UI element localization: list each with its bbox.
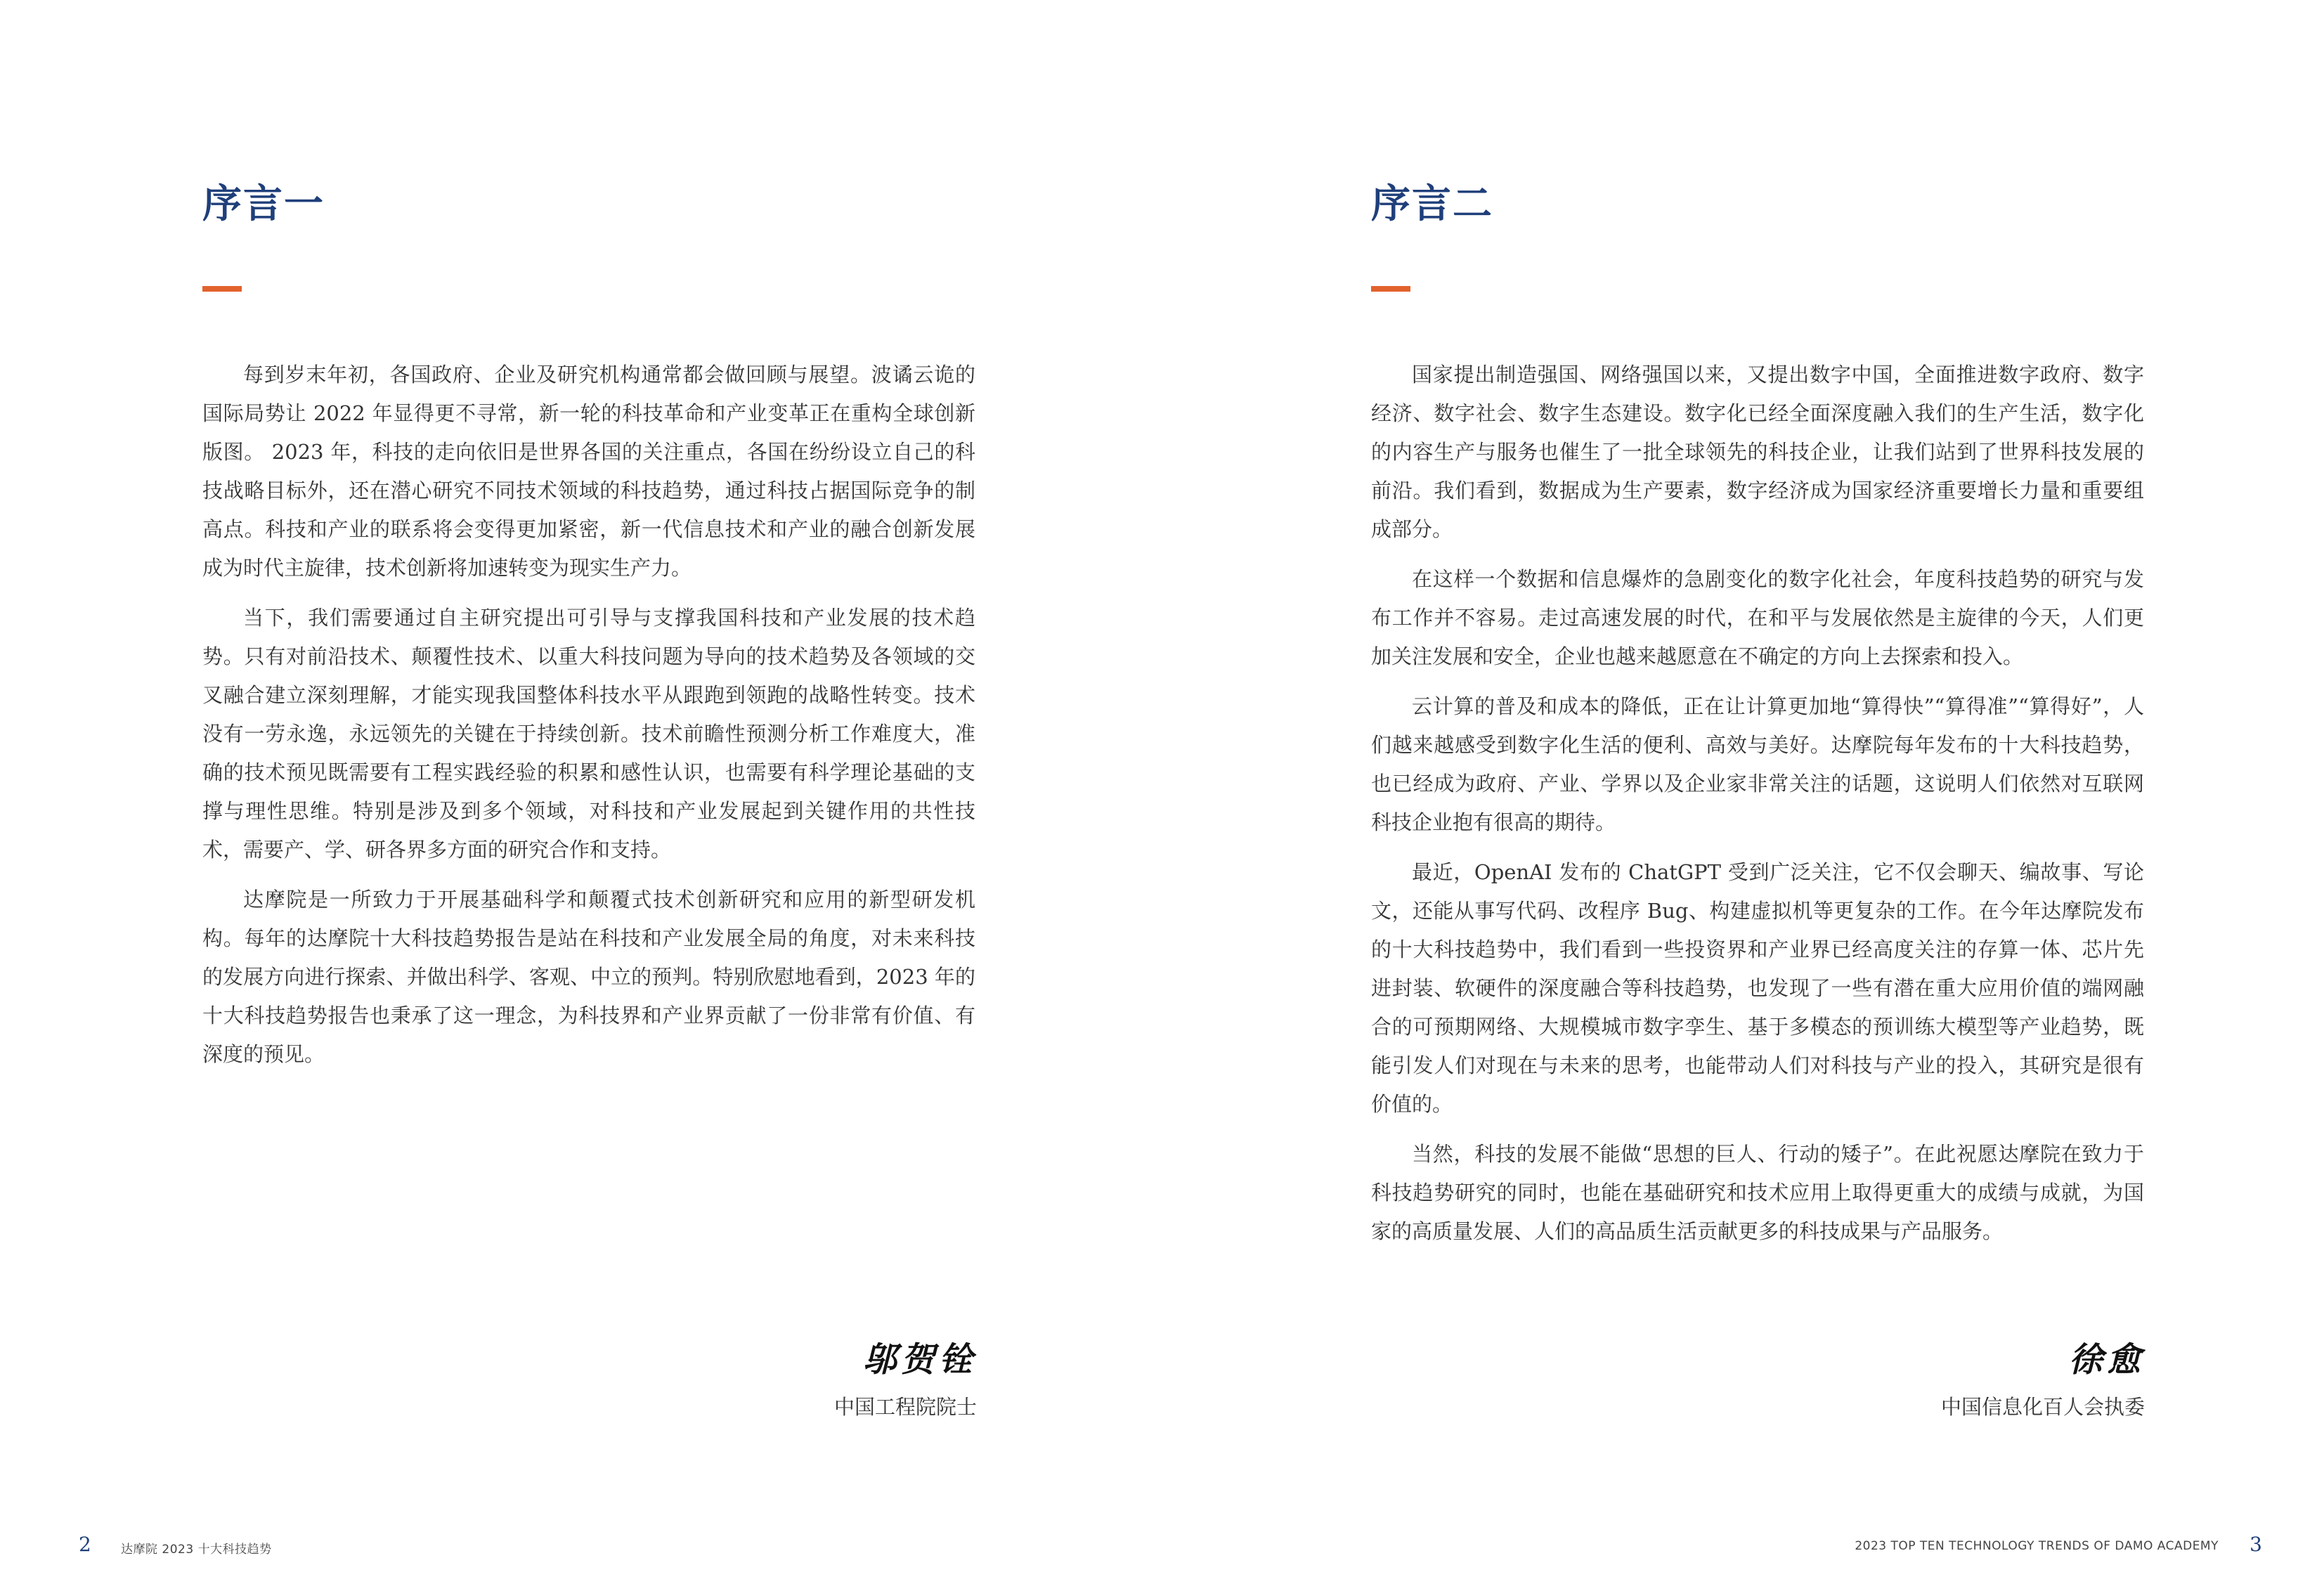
body-paragraph: 每到岁末年初，各国政府、企业及研究机构通常都会做回顾与展望。波谲云诡的国际局势让 2022 年显得更不寻常，新一轮的科技革命和产业变革正在重构全球创新版图。 2023 年，科技的走向依旧是世界各国的关注重点，各国在纷纷设立自己的科技战略目标外，还在潜心研究不同技术领域的科技趋势，通过科技占据国际竞争的制高点。科技和产业的联系将会变得更加紧密，新一代信息技术和产业的融合创新发展成为时代主旋律，技术创新将加速转变为现实生产力。 — [202, 363, 975, 580]
running-title: 2023 TOP TEN TECHNOLOGY TRENDS OF DAMO ACADEMY — [1855, 1539, 2219, 1553]
right-page — [1162, 0, 2324, 1577]
body-paragraph: 云计算的普及和成本的降低，正在让计算更加地“算得快”“算得准”“算得好”，人们越来越感受到数字化生活的便利、高效与美好。达摩院每年发布的十大科技趋势，也已经成为政府、产业、学界以及企业家非常关注的话题，这说明人们依然对互联网科技企业抱有很高的期待。 — [1371, 694, 2144, 834]
page-number: 3 — [2250, 1533, 2262, 1556]
preface-body — [202, 356, 975, 1074]
body-paragraph: 国家提出制造强国、网络强国以来，又提出数字中国，全面推进数字政府、数字经济、数字社会、数字生态建设。数字化已经全面深度融入我们的生产生活，数字化的内容生产与服务也催生了一批全球领先的科技企业，让我们站到了世界科技发展的前沿。我们看到，数据成为生产要素，数字经济成为国家经济重要增长力量和重要组成部分。 — [1371, 363, 2144, 541]
page-title: 序言一 — [202, 181, 325, 227]
signature-block — [834, 1335, 977, 1421]
body-paragraph: 当下，我们需要通过自主研究提出可引导与支撑我国科技和产业发展的技术趋势。只有对前沿技术、颠覆性技术、以重大科技问题为导向的技术趋势及各领域的交叉融合建立深刻理解，才能实现我国整体科技水平从跟跑到领跑的战略性转变。技术没有一劳永逸，永远领先的关键在于持续创新。技术前瞻性预测分析工作难度大，准确的技术预见既需要有工程实践经验的积累和感性认识，也需要有科学理论基础的支撑与理性思维。特别是涉及到多个领域，对科技和产业发展起到关键作用的共性技术，需要产、学、研各界多方面的研究合作和支持。 — [202, 606, 975, 862]
preface-two-section — [1371, 176, 2144, 1262]
signer-title: 中国工程院院士 — [833, 1395, 977, 1419]
page-title: 序言二 — [1371, 181, 1493, 227]
running-title: 达摩院 2023 十大科技趋势 — [121, 1543, 272, 1557]
body-paragraph: 最近，OpenAI 发布的 ChatGPT 受到广泛关注，它不仅会聊天、编故事、写论文，还能从事写代码、改程序 Bug、构建虚拟机等更复杂的工作。在今年达摩院发布的十大科技趋势中，我们看到一些投资界和产业界已经高度关注的存算一体、芯片先进封装、软硬件的深度融合等科技趋势，也发现了一些有潜在重大应用价值的端网融合的可预期网络、大规模城市数字孪生、基于多模态的预训练大模型等产业趋势，既能引发人们对现在与未来的思考，也能带动人们对科技与产业的投入，其研究是很有价值的。 — [1371, 860, 2144, 1116]
body-paragraph: 达摩院是一所致力于开展基础科学和颠覆式技术创新研究和应用的新型研发机构。每年的达摩院十大科技趋势报告是站在科技和产业发展全局的角度，对未来科技的发展方向进行探索、并做出科学、客观、中立的预判。特别欣慰地看到，2023 年的十大科技趋势报告也秉承了这一理念，为科技界和产业界贡献了一份非常有价值、有深度的预见。 — [202, 888, 975, 1066]
body-paragraph: 在这样一个数据和信息爆炸的急剧变化的数字化社会，年度科技趋势的研究与发布工作并不容易。走过高速发展的时代，在和平与发展依然是主旋律的今天，人们更加关注发展和安全，企业也越来越愿意在不确定的方向上去探索和投入。 — [1371, 567, 2144, 668]
preface-one-section — [202, 176, 975, 1085]
preface-body — [1371, 356, 2144, 1251]
title-accent-bar — [1371, 286, 1410, 292]
handwritten-signature: 邬贺铨 — [862, 1340, 977, 1380]
signature-block — [1941, 1335, 2145, 1421]
handwritten-signature: 徐愈 — [2068, 1340, 2145, 1380]
page-number: 2 — [79, 1533, 91, 1556]
signer-title: 中国信息化百人会执委 — [1940, 1395, 2145, 1419]
body-paragraph: 当然，科技的发展不能做“思想的巨人、行动的矮子”。在此祝愿达摩院在致力于科技趋势研究的同时，也能在基础研究和技术应用上取得更重大的成绩与成就，为国家的高质量发展、人们的高品质生活贡献更多的科技成果与产品服务。 — [1371, 1142, 2144, 1243]
title-accent-bar — [202, 286, 242, 292]
